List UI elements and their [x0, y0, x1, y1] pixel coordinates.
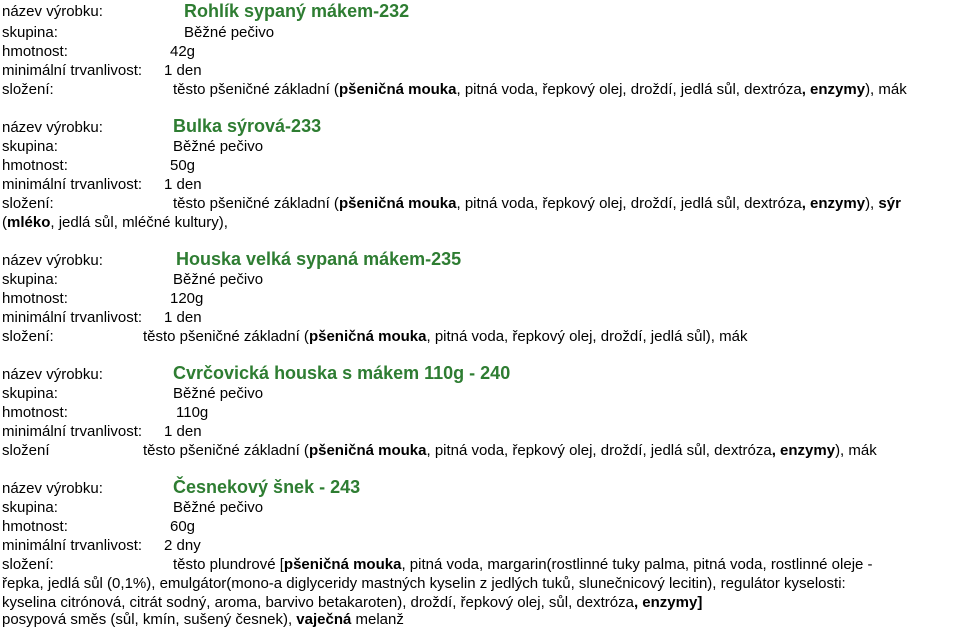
comp-seg: , pitná voda, řepkový olej, droždí, jedlá sůl, dextróza — [456, 195, 802, 212]
product-2-shelf-label: minimální trvanlivost: — [2, 176, 143, 193]
comp-seg-bold: , enzymy — [801, 81, 866, 98]
comp-seg: ), — [865, 195, 879, 212]
comp-seg: melanž — [351, 611, 404, 628]
comp-seg: kyselina citrónová, citrát sodný, aroma, barvivo betakaroten), droždí, řepkový olej, sůl, dextróza — [2, 594, 634, 611]
product-4-group: Běžné pečivo — [173, 385, 264, 402]
product-1-composition — [173, 80, 907, 99]
comp-seg-bold: sýr — [878, 195, 901, 212]
product-3-shelf-label: minimální trvanlivost: — [2, 309, 143, 326]
comp-seg-bold: pšeničná mouka — [283, 556, 402, 573]
comp-seg-bold: mléko — [7, 214, 51, 231]
product-2-group-label: skupina: — [2, 138, 58, 155]
comp-seg: , pitná voda, řepkový olej, droždí, jedlá sůl, dextróza — [426, 442, 772, 459]
product-2-weight-label: hmotnost: — [2, 157, 68, 174]
product-4-composition — [143, 441, 877, 460]
product-5-shelf-label: minimální trvanlivost: — [2, 537, 143, 554]
product-4-name-label: název výrobku: — [2, 366, 103, 383]
comp-seg-bold: pšeničná mouka — [308, 442, 427, 459]
product-1-name: Rohlík sypaný mákem-232 — [184, 1, 410, 21]
product-3-weight: 120g — [170, 290, 204, 307]
comp-seg: ), mák — [835, 442, 877, 459]
product-5-name-label: název výrobku: — [2, 480, 103, 497]
comp-seg: , pitná voda, řepkový olej, droždí, jedlá sůl, dextróza — [456, 81, 802, 98]
product-5-composition-line4 — [2, 610, 404, 629]
comp-seg: těsto pšeničné základní ( — [173, 195, 339, 212]
product-5-weight-label: hmotnost: — [2, 518, 68, 535]
product-1-weight-label: hmotnost: — [2, 43, 68, 60]
product-3-name: Houska velká sypaná mákem-235 — [176, 249, 462, 269]
comp-seg: těsto plundrové [ — [173, 556, 284, 573]
comp-seg: , pitná voda, řepkový olej, droždí, jedlá sůl), mák — [426, 328, 748, 345]
product-3-group: Běžné pečivo — [173, 271, 264, 288]
product-5-weight: 60g — [170, 518, 196, 535]
comp-seg: , pitná voda, margarin(rostlinné tuky palma, pitná voda, rostlinné oleje - — [401, 556, 873, 573]
product-1-group: Běžné pečivo — [184, 24, 275, 41]
comp-seg: těsto pšeničné základní ( — [173, 81, 339, 98]
product-2-shelf: 1 den — [164, 176, 202, 193]
product-1-name-label: název výrobku: — [2, 3, 103, 20]
comp-seg: ( — [2, 214, 7, 231]
comp-seg: těsto pšeničné základní ( — [143, 442, 309, 459]
product-5-composition-label: složení: — [2, 556, 54, 573]
product-4-group-label: skupina: — [2, 385, 58, 402]
comp-seg: , jedlá sůl, mléčné kultury), — [50, 214, 228, 231]
product-3-name-label: název výrobku: — [2, 252, 103, 269]
comp-seg: těsto pšeničné základní ( — [143, 328, 309, 345]
comp-seg-bold: pšeničná mouka — [338, 81, 457, 98]
product-5-name: Česnekový šnek - 243 — [173, 477, 361, 497]
comp-seg: ), mák — [865, 81, 907, 98]
product-4-name: Cvrčovická houska s mákem 110g - 240 — [173, 363, 511, 383]
comp-seg: řepka, jedlá sůl (0,1%), emulgátor(mono-a diglyceridy mastných kyselin z jedlých tuků, slunečnicový lecitin), regulátor kyselosti: — [2, 575, 846, 592]
product-5-shelf: 2 dny — [164, 537, 201, 554]
product-5-composition — [173, 555, 873, 574]
comp-seg-bold: , enzymy — [801, 195, 866, 212]
product-3-composition — [143, 327, 747, 346]
product-3-composition-label: složení: — [2, 328, 54, 345]
product-2-group: Běžné pečivo — [173, 138, 264, 155]
product-2-name-label: název výrobku: — [2, 119, 103, 136]
product-2-composition-line2 — [2, 213, 228, 232]
product-1-group-label: skupina: — [2, 24, 58, 41]
product-4-composition-label: složení — [2, 442, 50, 459]
comp-seg-bold: pšeničná mouka — [308, 328, 427, 345]
product-2-name: Bulka sýrová-233 — [173, 116, 322, 136]
product-2-composition — [173, 194, 901, 213]
product-2-weight: 50g — [170, 157, 196, 174]
comp-seg-bold: , enzymy — [771, 442, 836, 459]
comp-seg: posypová směs (sůl, kmín, sušený česnek), — [2, 611, 297, 628]
product-4-shelf-label: minimální trvanlivost: — [2, 423, 143, 440]
product-3-group-label: skupina: — [2, 271, 58, 288]
product-5-group: Běžné pečivo — [173, 499, 264, 516]
product-4-weight-label: hmotnost: — [2, 404, 68, 421]
comp-seg-bold: , enzymy] — [633, 594, 703, 611]
product-4-shelf: 1 den — [164, 423, 202, 440]
product-2-composition-label: složení: — [2, 195, 54, 212]
comp-seg-bold: vaječná — [296, 611, 352, 628]
product-5-group-label: skupina: — [2, 499, 58, 516]
product-1-composition-label: složení: — [2, 81, 54, 98]
product-1-weight: 42g — [170, 43, 196, 60]
product-3-weight-label: hmotnost: — [2, 290, 68, 307]
product-1-shelf-label: minimální trvanlivost: — [2, 62, 143, 79]
product-3-shelf: 1 den — [164, 309, 202, 326]
product-4-weight: 110g — [176, 404, 209, 421]
product-5-composition-line2 — [2, 574, 846, 593]
comp-seg-bold: pšeničná mouka — [338, 195, 457, 212]
product-1-shelf: 1 den — [164, 62, 202, 79]
